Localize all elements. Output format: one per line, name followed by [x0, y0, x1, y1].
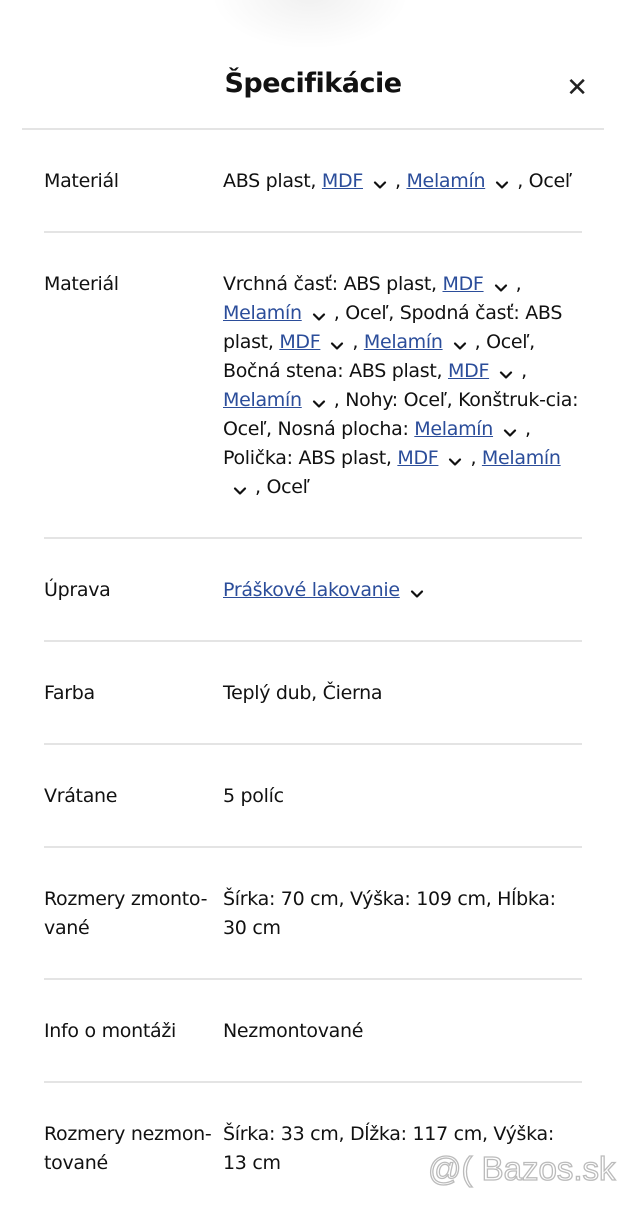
spec-value [223, 885, 582, 943]
spec-value [223, 1017, 582, 1046]
chevron-down-icon[interactable] [503, 420, 517, 434]
spec-text: Teplý dub, Čierna [223, 682, 383, 704]
chevron-down-icon[interactable] [233, 478, 247, 492]
material-link[interactable]: Práškové lakovanie [223, 579, 400, 601]
material-link[interactable]: Melamín [223, 389, 302, 411]
material-link[interactable]: MDF [397, 447, 439, 469]
spec-value [223, 679, 582, 708]
spec-text: , Nohy: Oceľ, Konštruk-cia: Oceľ, Nosná plocha: [223, 389, 579, 440]
material-link[interactable]: MDF [321, 170, 363, 192]
spec-text: , Polička: ABS plast, [223, 418, 531, 469]
material-link[interactable]: Melamín [481, 447, 561, 469]
chevron-down-icon[interactable] [373, 172, 387, 186]
chevron-down-icon[interactable] [453, 333, 467, 347]
spec-row [44, 539, 582, 642]
watermark-logo: @( Bazos.sk [428, 1150, 616, 1187]
spec-row [44, 130, 582, 233]
spec-text: , Oceľ, Spodná časť: ABS plast, [223, 302, 563, 353]
spec-text: , [515, 273, 522, 295]
spec-label: Info o montáži [44, 1020, 176, 1042]
spec-text: Vrchná časť: ABS plast, [223, 273, 443, 295]
spec-text: , Oceľ [255, 476, 310, 498]
spec-label: Rozmery nezmon-tované [44, 1123, 212, 1174]
modal-header [22, 60, 604, 130]
spec-row [44, 848, 582, 980]
spec-value [223, 782, 582, 811]
spec-label: Materiál [44, 273, 119, 295]
spec-text: Šírka: 70 cm, Výška: 109 cm, Hĺbka: 30 cm [223, 888, 556, 939]
spec-text: 5 políc [223, 785, 284, 807]
chevron-down-icon[interactable] [494, 275, 508, 289]
chevron-down-icon[interactable] [410, 581, 424, 595]
chevron-down-icon[interactable] [312, 304, 326, 318]
chevron-down-icon[interactable] [312, 391, 326, 405]
chevron-down-icon[interactable] [448, 449, 462, 463]
spec-value [223, 576, 582, 605]
spec-text: , [394, 170, 407, 192]
spec-text: ABS plast, [223, 170, 322, 192]
material-link[interactable]: MDF [448, 360, 490, 382]
spec-text: Šírka: 33 cm, Dĺžka: 117 cm, Výška: 13 cm [223, 1123, 554, 1174]
spec-row [44, 745, 582, 848]
chevron-down-icon[interactable] [330, 333, 344, 347]
spec-text: , [352, 331, 364, 353]
material-link[interactable]: MDF [279, 331, 321, 353]
spec-value [223, 270, 582, 502]
spec-label: Materiál [44, 170, 119, 192]
spec-text: , Oceľ, Bočná stena: ABS plast, [223, 331, 535, 382]
material-link[interactable]: Melamín [406, 170, 486, 192]
top-shadow [210, 0, 410, 50]
spec-list [44, 130, 582, 1213]
page-title: Špecifikácie [224, 68, 402, 99]
spec-row [44, 642, 582, 745]
spec-row [44, 233, 582, 539]
spec-value [223, 167, 582, 196]
spec-row [44, 1083, 582, 1213]
chevron-down-icon[interactable] [499, 362, 513, 376]
spec-label: Rozmery zmonto-vané [44, 888, 208, 939]
material-link[interactable]: Melamín [223, 302, 302, 324]
spec-text: Nezmontované [223, 1020, 364, 1042]
spec-text: , [470, 447, 482, 469]
spec-label: Úprava [44, 579, 111, 601]
chevron-down-icon[interactable] [495, 172, 509, 186]
material-link[interactable]: Melamín [363, 331, 443, 353]
spec-row [44, 980, 582, 1083]
spec-label: Vrátane [44, 785, 118, 807]
spec-text: , [521, 360, 527, 382]
material-link[interactable]: Melamín [414, 418, 494, 440]
material-link[interactable]: MDF [442, 273, 484, 295]
spec-label: Farba [44, 682, 95, 704]
spec-text: , Oceľ [517, 170, 572, 192]
close-icon[interactable]: ✕ [566, 73, 588, 103]
